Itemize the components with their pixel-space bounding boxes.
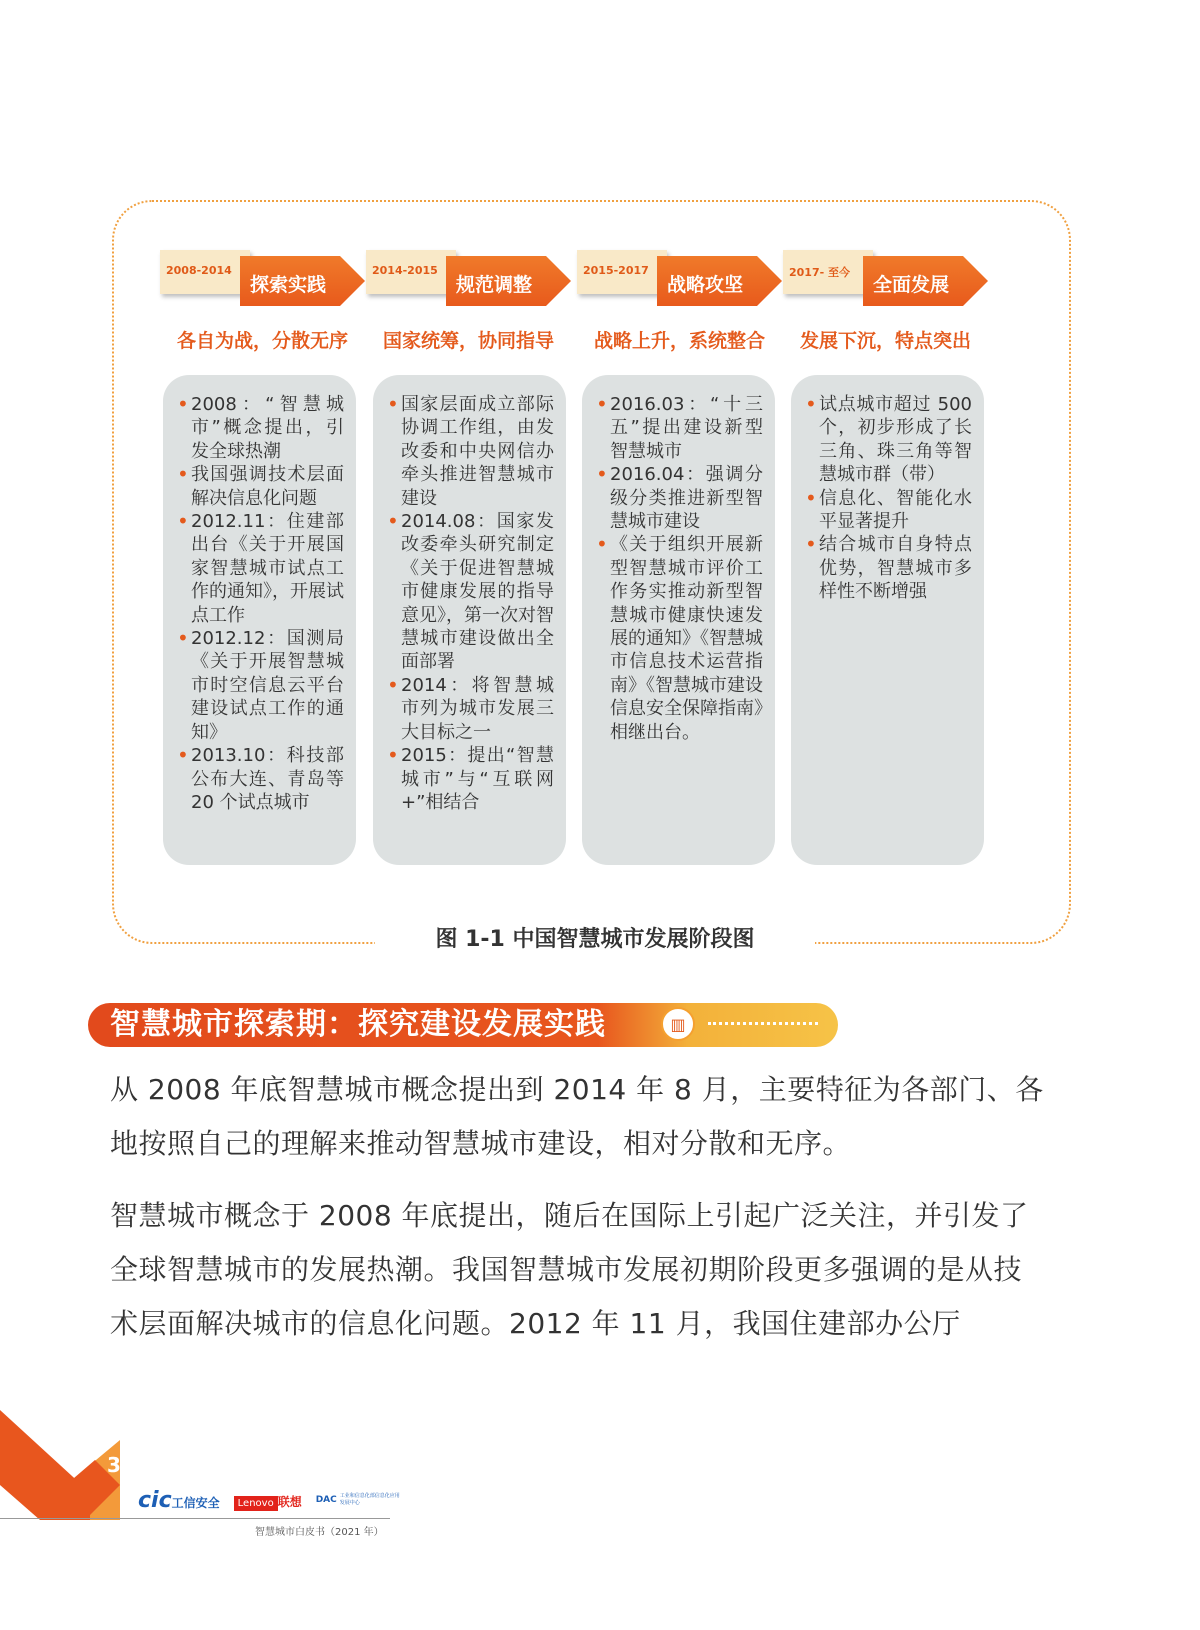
stage-years: 2014-2015 — [372, 264, 438, 277]
stage-card-1 — [163, 375, 356, 865]
section-dots — [708, 1022, 818, 1025]
list-item: • 国家层面成立部际协调工作组，由发改委和中央网信办牵头推进智慧城市建设 — [385, 393, 554, 510]
stage-subtitle: 国家统筹，协同指导 — [382, 330, 554, 352]
city-building-icon: ▥ — [661, 1007, 695, 1041]
stage-name: 全面发展 — [873, 274, 950, 296]
stage-header-1 — [160, 250, 365, 353]
stage-card-4 — [791, 375, 984, 865]
list-item: • 2015：提出“智慧城市”与“互联网+”相结合 — [385, 744, 554, 814]
paragraph-1: 从 2008 年底智慧城市概念提出到 2014 年 8 月，主要特征为各部门、各地按照自己的理解来推动智慧城市建设，相对分散和无序。 — [110, 1073, 1044, 1160]
footer-logos — [138, 1488, 400, 1512]
stage-arrow — [577, 250, 782, 306]
list-item: • 结合城市自身特点优势，智慧城市多样性不断增强 — [803, 533, 972, 603]
stage-subtitle: 战略上升，系统整合 — [593, 330, 765, 352]
stage-subtitle: 发展下沉，特点突出 — [799, 330, 971, 352]
list-item: • 信息化、智能化水平显著提升 — [803, 487, 972, 534]
page-number: 3 — [107, 1453, 121, 1477]
list-item: • 2014.08：国家发改委牵头研究制定《关于促进智慧城市健康发展的指导意见》，第一次对智慧城市建设做出全面部署 — [385, 510, 554, 674]
list-item: • 2012.12：国测局《关于开展智慧城市时空信息云平台建设试点工作的通知》 — [175, 627, 344, 744]
footer-divider — [0, 1518, 390, 1519]
paragraph-2: 智慧城市概念于 2008 年底提出，随后在国际上引起广泛关注，并引发了全球智慧城市的发展热潮。我国智慧城市发展初期阶段更多强调的是从技术层面解决城市的信息化问题。2012 年 11 月，我国住建部办公厅 — [110, 1199, 1029, 1340]
figure-caption: 图 1-1 中国智慧城市发展阶段图 — [435, 927, 755, 952]
list-item: • 2008：“智慧城市”概念提出，引发全球热潮 — [175, 393, 344, 463]
list-item: • 我国强调技术层面解决信息化问题 — [175, 463, 344, 510]
list-item: • 2012.11：住建部出台《关于开展国家智慧城市试点工作的通知》，开展试点工作 — [175, 510, 344, 627]
list-item: • 2014：将智慧城市列为城市发展三大目标之一 — [385, 674, 554, 744]
stage-header-4 — [783, 250, 988, 353]
stage-header-2 — [366, 250, 571, 353]
cic-logo: cic工信安全 — [138, 1487, 220, 1513]
lenovo-logo: Lenovo 联想 — [234, 1491, 302, 1510]
stage-years: 2008-2014 — [166, 264, 232, 277]
section-title: 智慧城市探索期：探究建设发展实践 — [110, 1007, 606, 1042]
stage-name: 规范调整 — [456, 274, 533, 296]
list-item: • 2013.10：科技部公布大连、青岛等 20 个试点城市 — [175, 744, 344, 814]
corner-decoration — [0, 1410, 120, 1520]
list-item: • 2016.04：强调分级分类推进新型智慧城市建设 — [594, 463, 763, 533]
stage-years: 2015-2017 — [583, 264, 649, 277]
stage-name: 战略攻坚 — [667, 274, 744, 296]
stage-name: 探索实践 — [250, 274, 327, 296]
stage-arrow — [783, 250, 988, 306]
stage-arrow — [366, 250, 571, 306]
list-item: • 2016.03：“十三五”提出建设新型智慧城市 — [594, 393, 763, 463]
list-item: • 试点城市超过 500 个，初步形成了长三角、珠三角等智慧城市群（带） — [803, 393, 972, 487]
stage-card-3 — [582, 375, 775, 865]
dac-logo: DAC 工业和信息化部信息化应用发展中心 — [315, 1493, 400, 1506]
stage-card-2 — [373, 375, 566, 865]
book-title: 智慧城市白皮书（2021 年） — [255, 1527, 384, 1538]
stage-subtitle: 各自为战，分散无序 — [176, 330, 348, 352]
stage-arrow — [160, 250, 365, 306]
list-item: • 《关于组织开展新型智慧城市评价工作务实推动新型智慧城市健康快速发展的通知》《智慧城市信息技术运营指南》《智慧城市建设信息安全保障指南》相继出台。 — [594, 533, 763, 744]
stage-header-3 — [577, 250, 782, 353]
stage-years: 2017- 至今 — [789, 266, 851, 279]
